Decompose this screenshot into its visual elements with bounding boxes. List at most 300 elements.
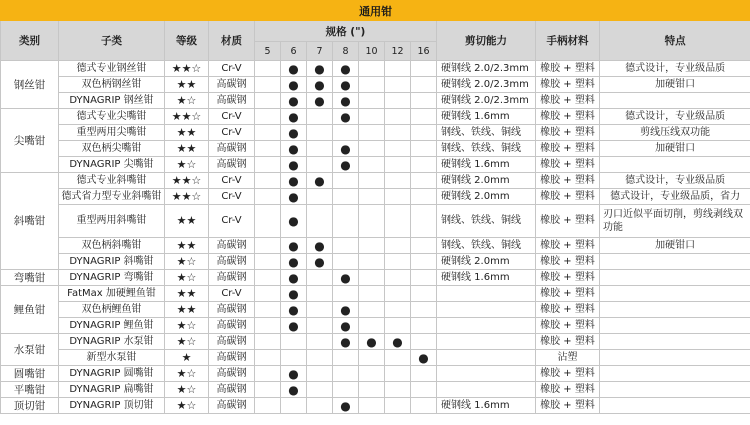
features-cell: 加硬钳口 bbox=[600, 238, 750, 254]
material-cell: Cr-V bbox=[209, 173, 255, 189]
size-availability-cell bbox=[411, 334, 437, 350]
grade-stars: ★★ bbox=[165, 125, 209, 141]
cut-capacity-cell: 硬钢线 2.0mm bbox=[437, 254, 536, 270]
header-handle-material: 手柄材料 bbox=[536, 21, 600, 61]
size-availability-cell bbox=[333, 238, 359, 254]
size-availability-cell bbox=[359, 173, 385, 189]
size-availability-cell bbox=[359, 398, 385, 414]
size-availability-cell bbox=[255, 173, 281, 189]
size-availability-cell bbox=[411, 77, 437, 93]
table-row bbox=[1, 141, 750, 157]
category-cell: 平嘴钳 bbox=[1, 382, 59, 398]
features-cell bbox=[600, 286, 750, 302]
size-availability-cell bbox=[255, 366, 281, 382]
size-availability-cell: ● bbox=[281, 173, 307, 189]
grade-stars: ★☆ bbox=[165, 398, 209, 414]
material-cell: Cr-V bbox=[209, 125, 255, 141]
features-cell: 德式设计，专业级品质 bbox=[600, 173, 750, 189]
handle-material-cell: 橡胶 + 塑料 bbox=[536, 109, 600, 125]
cut-capacity-cell: 钢线、铁线、铜线 bbox=[437, 238, 536, 254]
subcategory-cell: 德式省力型专业斜嘴钳 bbox=[59, 189, 165, 205]
size-availability-cell bbox=[307, 286, 333, 302]
cut-capacity-cell: 硬钢线 2.0/2.3mm bbox=[437, 93, 536, 109]
subcategory-cell: DYNAGRIP 扁嘴钳 bbox=[59, 382, 165, 398]
size-availability-cell: ● bbox=[307, 238, 333, 254]
handle-material-cell: 橡胶 + 塑料 bbox=[536, 173, 600, 189]
handle-material-cell: 橡胶 + 塑料 bbox=[536, 398, 600, 414]
size-availability-cell bbox=[359, 238, 385, 254]
size-availability-cell bbox=[411, 173, 437, 189]
handle-material-cell: 橡胶 + 塑料 bbox=[536, 61, 600, 77]
subcategory-cell: FatMax 加硬鲤鱼钳 bbox=[59, 286, 165, 302]
size-availability-cell bbox=[411, 270, 437, 286]
subcategory-cell: 双色柄鲤鱼钳 bbox=[59, 302, 165, 318]
size-availability-cell bbox=[359, 189, 385, 205]
size-availability-cell: ● bbox=[281, 141, 307, 157]
header-subcategory: 子类 bbox=[59, 21, 165, 61]
table-row bbox=[1, 157, 750, 173]
table-row bbox=[1, 77, 750, 93]
size-availability-cell: ● bbox=[411, 350, 437, 366]
handle-material-cell: 沾塑 bbox=[536, 350, 600, 366]
handle-material-cell: 橡胶 + 塑料 bbox=[536, 334, 600, 350]
grade-stars: ★☆ bbox=[165, 334, 209, 350]
size-availability-cell bbox=[307, 334, 333, 350]
table-body bbox=[1, 61, 750, 414]
table-row bbox=[1, 254, 750, 270]
size-availability-cell: ● bbox=[333, 109, 359, 125]
table-row bbox=[1, 366, 750, 382]
cut-capacity-cell: 钢线、铁线、铜线 bbox=[437, 205, 536, 238]
features-cell: 德式设计，专业级品质，省力 bbox=[600, 189, 750, 205]
cut-capacity-cell bbox=[437, 382, 536, 398]
size-availability-cell bbox=[255, 205, 281, 238]
size-availability-cell: ● bbox=[333, 398, 359, 414]
cut-capacity-cell: 硬钢线 2.0/2.3mm bbox=[437, 61, 536, 77]
cut-capacity-cell bbox=[437, 350, 536, 366]
size-availability-cell bbox=[385, 238, 411, 254]
size-availability-cell bbox=[255, 382, 281, 398]
material-cell: 高碳钢 bbox=[209, 270, 255, 286]
grade-stars: ★★ bbox=[165, 238, 209, 254]
cut-capacity-cell: 硬钢线 1.6mm bbox=[437, 109, 536, 125]
material-cell: Cr-V bbox=[209, 109, 255, 125]
table-row bbox=[1, 318, 750, 334]
size-availability-cell: ● bbox=[281, 286, 307, 302]
table-row bbox=[1, 350, 750, 366]
features-cell: 加硬钳口 bbox=[600, 77, 750, 93]
table-title: 通用钳 bbox=[1, 1, 750, 21]
size-availability-cell bbox=[359, 93, 385, 109]
grade-stars: ★☆ bbox=[165, 318, 209, 334]
grade-stars: ★☆ bbox=[165, 366, 209, 382]
size-availability-cell bbox=[411, 141, 437, 157]
material-cell: 高碳钢 bbox=[209, 350, 255, 366]
grade-stars: ★☆ bbox=[165, 254, 209, 270]
size-availability-cell bbox=[385, 77, 411, 93]
size-availability-cell: ● bbox=[281, 318, 307, 334]
table-row bbox=[1, 398, 750, 414]
grade-stars: ★☆ bbox=[165, 270, 209, 286]
size-availability-cell bbox=[255, 254, 281, 270]
material-cell: 高碳钢 bbox=[209, 334, 255, 350]
handle-material-cell: 橡胶 + 塑料 bbox=[536, 254, 600, 270]
cut-capacity-cell bbox=[437, 302, 536, 318]
size-availability-cell: ● bbox=[281, 93, 307, 109]
size-availability-cell bbox=[385, 398, 411, 414]
size-availability-cell: ● bbox=[281, 109, 307, 125]
size-availability-cell bbox=[333, 125, 359, 141]
size-availability-cell bbox=[411, 125, 437, 141]
grade-stars: ★★☆ bbox=[165, 189, 209, 205]
size-availability-cell bbox=[333, 366, 359, 382]
features-cell bbox=[600, 382, 750, 398]
size-availability-cell: ● bbox=[281, 238, 307, 254]
size-availability-cell: ● bbox=[281, 157, 307, 173]
subcategory-cell: DYNAGRIP 水泵钳 bbox=[59, 334, 165, 350]
cut-capacity-cell bbox=[437, 318, 536, 334]
features-cell bbox=[600, 398, 750, 414]
size-availability-cell bbox=[385, 302, 411, 318]
table-row bbox=[1, 334, 750, 350]
size-availability-cell bbox=[333, 254, 359, 270]
size-availability-cell bbox=[385, 286, 411, 302]
material-cell: 高碳钢 bbox=[209, 382, 255, 398]
cut-capacity-cell bbox=[437, 366, 536, 382]
material-cell: 高碳钢 bbox=[209, 254, 255, 270]
size-availability-cell bbox=[359, 318, 385, 334]
size-availability-cell bbox=[411, 398, 437, 414]
cut-capacity-cell bbox=[437, 334, 536, 350]
size-availability-cell bbox=[307, 205, 333, 238]
table-row bbox=[1, 238, 750, 254]
table-row bbox=[1, 302, 750, 318]
handle-material-cell: 橡胶 + 塑料 bbox=[536, 366, 600, 382]
cut-capacity-cell: 硬钢线 1.6mm bbox=[437, 270, 536, 286]
cut-capacity-cell: 硬钢线 1.6mm bbox=[437, 157, 536, 173]
size-availability-cell bbox=[333, 173, 359, 189]
size-availability-cell: ● bbox=[307, 254, 333, 270]
grade-stars: ★★ bbox=[165, 77, 209, 93]
size-availability-cell: ● bbox=[281, 302, 307, 318]
size-availability-cell: ● bbox=[281, 270, 307, 286]
size-availability-cell bbox=[281, 334, 307, 350]
size-availability-cell: ● bbox=[333, 141, 359, 157]
features-cell bbox=[600, 302, 750, 318]
subcategory-cell: 重型两用斜嘴钳 bbox=[59, 205, 165, 238]
material-cell: 高碳钢 bbox=[209, 141, 255, 157]
size-availability-cell bbox=[307, 398, 333, 414]
grade-stars: ★★ bbox=[165, 141, 209, 157]
features-cell: 德式设计，专业级品质 bbox=[600, 61, 750, 77]
handle-material-cell: 橡胶 + 塑料 bbox=[536, 77, 600, 93]
size-availability-cell bbox=[385, 366, 411, 382]
subcategory-cell: 双色柄斜嘴钳 bbox=[59, 238, 165, 254]
size-availability-cell bbox=[411, 382, 437, 398]
size-availability-cell: ● bbox=[333, 93, 359, 109]
size-availability-cell bbox=[359, 382, 385, 398]
table-header bbox=[1, 1, 750, 61]
size-availability-cell bbox=[255, 302, 281, 318]
material-cell: 高碳钢 bbox=[209, 93, 255, 109]
size-availability-cell bbox=[255, 334, 281, 350]
material-cell: 高碳钢 bbox=[209, 398, 255, 414]
features-cell: 刃口近似平面切削，剪线剥线双功能 bbox=[600, 205, 750, 238]
table-row bbox=[1, 286, 750, 302]
size-availability-cell bbox=[411, 238, 437, 254]
size-availability-cell: ● bbox=[333, 61, 359, 77]
features-cell: 剪线压线双功能 bbox=[600, 125, 750, 141]
handle-material-cell: 橡胶 + 塑料 bbox=[536, 270, 600, 286]
category-cell: 顶切钳 bbox=[1, 398, 59, 414]
size-availability-cell: ● bbox=[281, 254, 307, 270]
size-availability-cell bbox=[411, 286, 437, 302]
size-availability-cell: ● bbox=[333, 157, 359, 173]
grade-stars: ★☆ bbox=[165, 382, 209, 398]
handle-material-cell: 橡胶 + 塑料 bbox=[536, 318, 600, 334]
size-availability-cell bbox=[385, 270, 411, 286]
grade-stars: ★★ bbox=[165, 302, 209, 318]
size-availability-cell bbox=[255, 157, 281, 173]
size-availability-cell bbox=[255, 286, 281, 302]
size-availability-cell bbox=[307, 350, 333, 366]
features-cell bbox=[600, 270, 750, 286]
features-cell bbox=[600, 254, 750, 270]
size-availability-cell bbox=[281, 350, 307, 366]
size-availability-cell: ● bbox=[281, 382, 307, 398]
size-availability-cell bbox=[385, 93, 411, 109]
material-cell: Cr-V bbox=[209, 286, 255, 302]
category-cell: 尖嘴钳 bbox=[1, 109, 59, 173]
size-availability-cell bbox=[385, 254, 411, 270]
table-row bbox=[1, 93, 750, 109]
grade-stars: ★★ bbox=[165, 286, 209, 302]
size-availability-cell: ● bbox=[281, 125, 307, 141]
size-availability-cell bbox=[385, 141, 411, 157]
size-availability-cell bbox=[333, 205, 359, 238]
features-cell bbox=[600, 334, 750, 350]
size-availability-cell bbox=[307, 270, 333, 286]
size-availability-cell bbox=[359, 125, 385, 141]
size-availability-cell bbox=[307, 302, 333, 318]
size-availability-cell bbox=[359, 157, 385, 173]
cut-capacity-cell: 钢线、铁线、铜线 bbox=[437, 125, 536, 141]
size-availability-cell bbox=[255, 109, 281, 125]
handle-material-cell: 橡胶 + 塑料 bbox=[536, 189, 600, 205]
header-grade: 等级 bbox=[165, 21, 209, 61]
size-availability-cell bbox=[411, 205, 437, 238]
features-cell: 德式设计，专业级品质 bbox=[600, 109, 750, 125]
size-availability-cell: ● bbox=[307, 77, 333, 93]
size-availability-cell bbox=[307, 109, 333, 125]
size-availability-cell bbox=[255, 61, 281, 77]
size-availability-cell bbox=[281, 398, 307, 414]
size-availability-cell bbox=[333, 350, 359, 366]
size-availability-cell: ● bbox=[307, 61, 333, 77]
features-cell bbox=[600, 366, 750, 382]
handle-material-cell: 橡胶 + 塑料 bbox=[536, 141, 600, 157]
size-availability-cell: ● bbox=[333, 318, 359, 334]
size-availability-cell bbox=[385, 350, 411, 366]
subcategory-cell: DYNAGRIP 圆嘴钳 bbox=[59, 366, 165, 382]
handle-material-cell: 橡胶 + 塑料 bbox=[536, 286, 600, 302]
size-availability-cell bbox=[411, 318, 437, 334]
features-cell bbox=[600, 318, 750, 334]
size-availability-cell bbox=[307, 318, 333, 334]
grade-stars: ★☆ bbox=[165, 157, 209, 173]
cut-capacity-cell: 硬钢线 2.0/2.3mm bbox=[437, 77, 536, 93]
size-availability-cell bbox=[359, 350, 385, 366]
size-availability-cell: ● bbox=[281, 77, 307, 93]
handle-material-cell: 橡胶 + 塑料 bbox=[536, 302, 600, 318]
subcategory-cell: 德式专业斜嘴钳 bbox=[59, 173, 165, 189]
header-category: 类别 bbox=[1, 21, 59, 61]
table-row bbox=[1, 270, 750, 286]
handle-material-cell: 橡胶 + 塑料 bbox=[536, 125, 600, 141]
category-cell: 鲤鱼钳 bbox=[1, 286, 59, 334]
subcategory-cell: 双色柄尖嘴钳 bbox=[59, 141, 165, 157]
size-availability-cell bbox=[333, 286, 359, 302]
category-cell: 斜嘴钳 bbox=[1, 173, 59, 270]
size-availability-cell: ● bbox=[385, 334, 411, 350]
table-row bbox=[1, 382, 750, 398]
size-availability-cell bbox=[385, 109, 411, 125]
size-availability-cell bbox=[359, 254, 385, 270]
subcategory-cell: 重型两用尖嘴钳 bbox=[59, 125, 165, 141]
size-availability-cell bbox=[255, 189, 281, 205]
size-availability-cell bbox=[255, 270, 281, 286]
size-header: 7 bbox=[307, 42, 333, 61]
size-availability-cell bbox=[385, 125, 411, 141]
size-availability-cell bbox=[255, 141, 281, 157]
grade-stars: ★☆ bbox=[165, 93, 209, 109]
size-availability-cell bbox=[385, 382, 411, 398]
size-availability-cell bbox=[359, 302, 385, 318]
size-availability-cell bbox=[255, 125, 281, 141]
header-material: 材质 bbox=[209, 21, 255, 61]
header-spec: 规格 (") bbox=[255, 21, 437, 42]
size-availability-cell bbox=[333, 382, 359, 398]
size-availability-cell bbox=[385, 189, 411, 205]
size-availability-cell bbox=[307, 366, 333, 382]
features-cell bbox=[600, 350, 750, 366]
category-cell: 水泵钳 bbox=[1, 334, 59, 366]
cut-capacity-cell: 硬钢线 2.0mm bbox=[437, 189, 536, 205]
size-availability-cell bbox=[359, 270, 385, 286]
material-cell: 高碳钢 bbox=[209, 77, 255, 93]
handle-material-cell: 橡胶 + 塑料 bbox=[536, 93, 600, 109]
size-availability-cell bbox=[359, 205, 385, 238]
subcategory-cell: DYNAGRIP 鲤鱼钳 bbox=[59, 318, 165, 334]
category-cell: 弯嘴钳 bbox=[1, 270, 59, 286]
size-availability-cell bbox=[385, 173, 411, 189]
size-header: 16 bbox=[411, 42, 437, 61]
material-cell: Cr-V bbox=[209, 61, 255, 77]
grade-stars: ★★☆ bbox=[165, 61, 209, 77]
size-availability-cell bbox=[255, 77, 281, 93]
size-header: 5 bbox=[255, 42, 281, 61]
size-availability-cell bbox=[411, 189, 437, 205]
size-header: 12 bbox=[385, 42, 411, 61]
material-cell: 高碳钢 bbox=[209, 302, 255, 318]
handle-material-cell: 橡胶 + 塑料 bbox=[536, 205, 600, 238]
grade-stars: ★★☆ bbox=[165, 173, 209, 189]
size-header: 10 bbox=[359, 42, 385, 61]
size-availability-cell bbox=[411, 61, 437, 77]
size-availability-cell bbox=[411, 109, 437, 125]
size-availability-cell bbox=[359, 61, 385, 77]
cut-capacity-cell: 硬钢线 2.0mm bbox=[437, 173, 536, 189]
size-availability-cell bbox=[411, 93, 437, 109]
subcategory-cell: DYNAGRIP 钢丝钳 bbox=[59, 93, 165, 109]
subcategory-cell: DYNAGRIP 尖嘴钳 bbox=[59, 157, 165, 173]
category-cell: 圆嘴钳 bbox=[1, 366, 59, 382]
header-features: 特点 bbox=[600, 21, 750, 61]
size-availability-cell bbox=[307, 382, 333, 398]
size-availability-cell: ● bbox=[307, 93, 333, 109]
size-availability-cell bbox=[359, 286, 385, 302]
subcategory-cell: 新型水泵钳 bbox=[59, 350, 165, 366]
grade-stars: ★ bbox=[165, 350, 209, 366]
size-availability-cell: ● bbox=[281, 61, 307, 77]
material-cell: 高碳钢 bbox=[209, 366, 255, 382]
material-cell: 高碳钢 bbox=[209, 318, 255, 334]
size-availability-cell: ● bbox=[281, 366, 307, 382]
size-availability-cell bbox=[255, 350, 281, 366]
size-availability-cell bbox=[411, 157, 437, 173]
material-cell: 高碳钢 bbox=[209, 157, 255, 173]
table-row bbox=[1, 173, 750, 189]
subcategory-cell: 德式专业尖嘴钳 bbox=[59, 109, 165, 125]
size-availability-cell bbox=[333, 189, 359, 205]
handle-material-cell: 橡胶 + 塑料 bbox=[536, 382, 600, 398]
subcategory-cell: DYNAGRIP 顶切钳 bbox=[59, 398, 165, 414]
size-availability-cell bbox=[255, 318, 281, 334]
size-availability-cell bbox=[307, 157, 333, 173]
size-availability-cell bbox=[411, 302, 437, 318]
table-row bbox=[1, 109, 750, 125]
size-availability-cell bbox=[307, 141, 333, 157]
table-row bbox=[1, 189, 750, 205]
subcategory-cell: DYNAGRIP 斜嘴钳 bbox=[59, 254, 165, 270]
size-availability-cell bbox=[359, 366, 385, 382]
size-availability-cell: ● bbox=[333, 77, 359, 93]
grade-stars: ★★☆ bbox=[165, 109, 209, 125]
handle-material-cell: 橡胶 + 塑料 bbox=[536, 157, 600, 173]
subcategory-cell: 双色柄钢丝钳 bbox=[59, 77, 165, 93]
size-availability-cell bbox=[385, 205, 411, 238]
material-cell: Cr-V bbox=[209, 189, 255, 205]
features-cell bbox=[600, 157, 750, 173]
size-availability-cell: ● bbox=[281, 205, 307, 238]
size-availability-cell: ● bbox=[333, 334, 359, 350]
features-cell bbox=[600, 93, 750, 109]
table-row bbox=[1, 61, 750, 77]
material-cell: 高碳钢 bbox=[209, 238, 255, 254]
size-availability-cell bbox=[359, 109, 385, 125]
size-availability-cell bbox=[359, 141, 385, 157]
table-row bbox=[1, 205, 750, 238]
size-availability-cell: ● bbox=[307, 173, 333, 189]
material-cell: Cr-V bbox=[209, 205, 255, 238]
size-availability-cell: ● bbox=[281, 189, 307, 205]
header-cut-capacity: 剪切能力 bbox=[437, 21, 536, 61]
size-availability-cell bbox=[307, 125, 333, 141]
size-header: 6 bbox=[281, 42, 307, 61]
grade-stars: ★★ bbox=[165, 205, 209, 238]
size-availability-cell bbox=[307, 189, 333, 205]
size-availability-cell bbox=[385, 61, 411, 77]
